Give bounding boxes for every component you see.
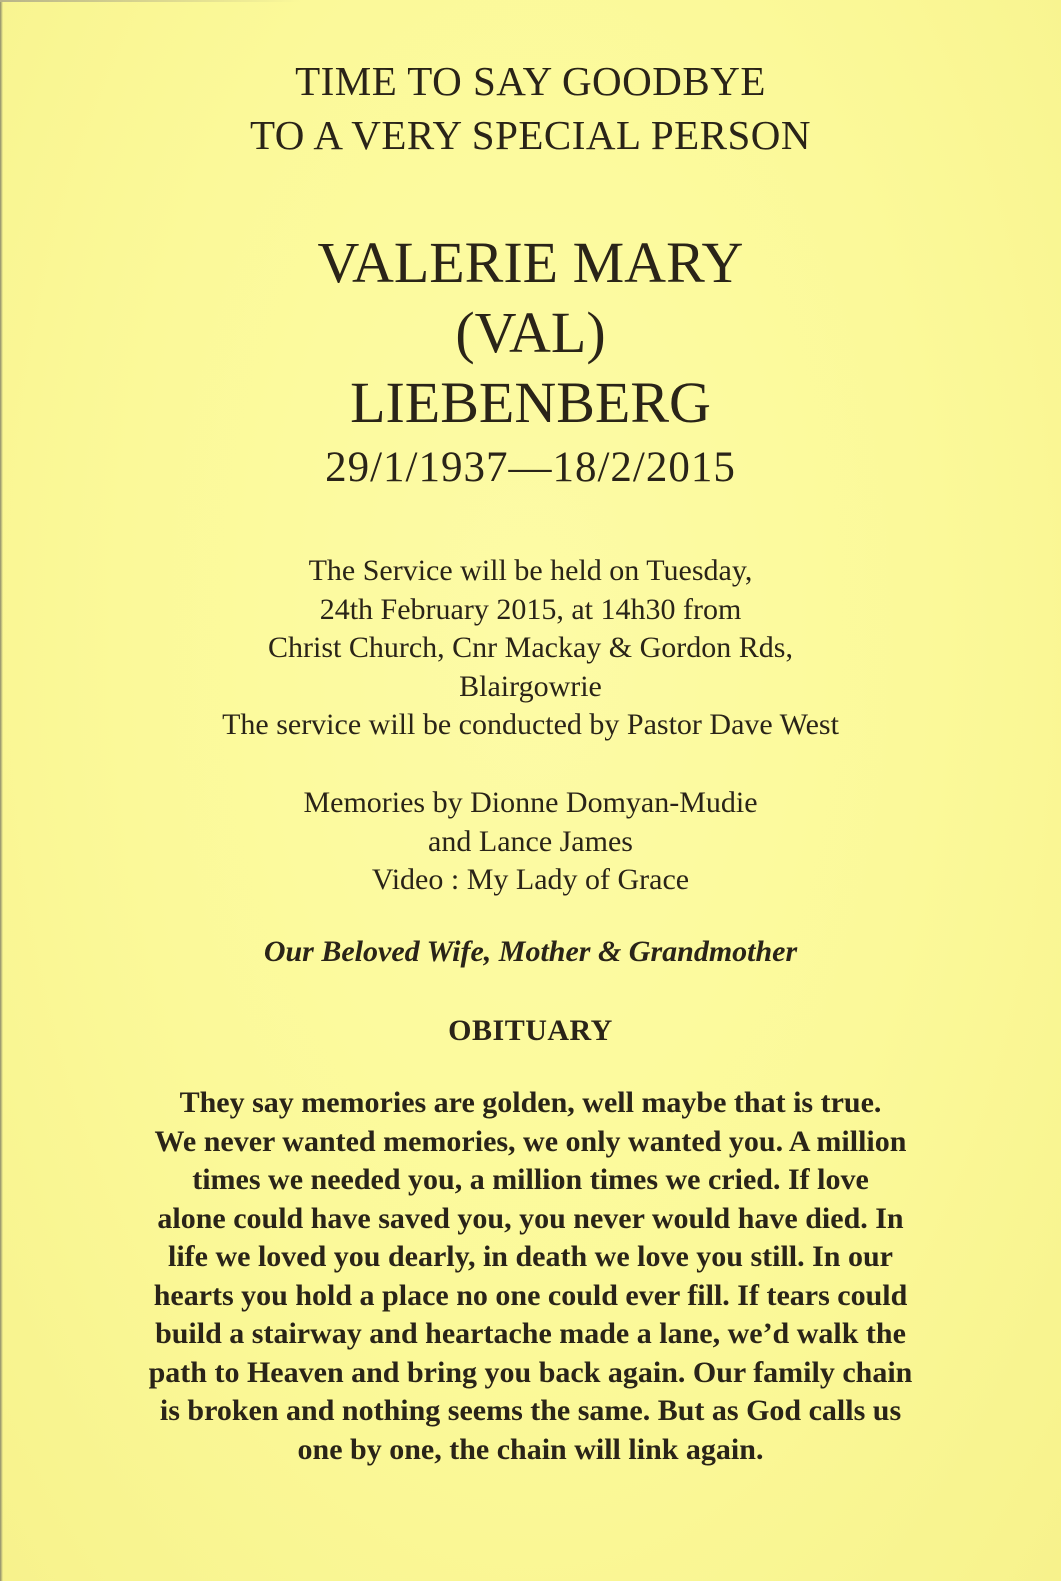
service-line: The Service will be held on Tuesday, — [308, 554, 753, 587]
heading-line-1: TIME TO SAY GOODBYE — [295, 58, 766, 104]
service-details — [0, 552, 1061, 745]
poem-line: times we needed you, a million times we cried. If love — [192, 1163, 869, 1196]
poem-line: build a stairway and heartache made a lane, we’d walk the — [155, 1317, 906, 1350]
name-line-1: VALERIE MARY — [317, 230, 744, 295]
poem-line: is broken and nothing seems the same. But as God calls us — [159, 1394, 902, 1427]
poem-line: They say memories are golden, well maybe that is true. — [179, 1086, 882, 1119]
service-line: The service will be conducted by Pastor Dave West — [222, 708, 839, 741]
name-line-3: LIEBENBERG — [350, 370, 711, 435]
poem-line: life we loved you dearly, in death we love you still. In our — [167, 1240, 893, 1273]
heading-line-2: TO A VERY SPECIAL PERSON — [249, 112, 812, 158]
memories-line: Video : My Lady of Grace — [371, 863, 690, 896]
poem-line: path to Heaven and bring you back again. Our family chain — [148, 1355, 913, 1389]
tagline: Our Beloved Wife, Mother & Grandmother — [263, 935, 798, 968]
obituary-title: OBITUARY — [448, 1014, 613, 1047]
poem-line: one by one, the chain will link again. — [297, 1432, 764, 1466]
life-dates: 29/1/1937—18/2/2015 — [325, 444, 736, 491]
name-line-2: (VAL) — [455, 300, 606, 365]
service-line: 24th February 2015, at 14h30 from — [319, 592, 742, 626]
poem-line: hearts you hold a place no one could ever fill. If tears could — [153, 1278, 908, 1312]
paper-top-edge — [0, 0, 300, 2]
memories-details — [0, 784, 1061, 900]
service-line: Blairgowrie — [459, 669, 602, 703]
service-line: Christ Church, Cnr Mackay & Gordon Rds, — [268, 631, 793, 664]
deceased-name — [0, 228, 1061, 438]
poem-line: We never wanted memories, we only wanted you. A million — [154, 1124, 907, 1158]
memories-line: and Lance James — [428, 824, 633, 858]
obituary-poem — [0, 1084, 1061, 1469]
heading — [0, 54, 1061, 162]
memories-line: Memories by Dionne Domyan-Mudie — [303, 786, 758, 819]
poem-line: alone could have saved you, you never would have died. In — [157, 1201, 904, 1235]
